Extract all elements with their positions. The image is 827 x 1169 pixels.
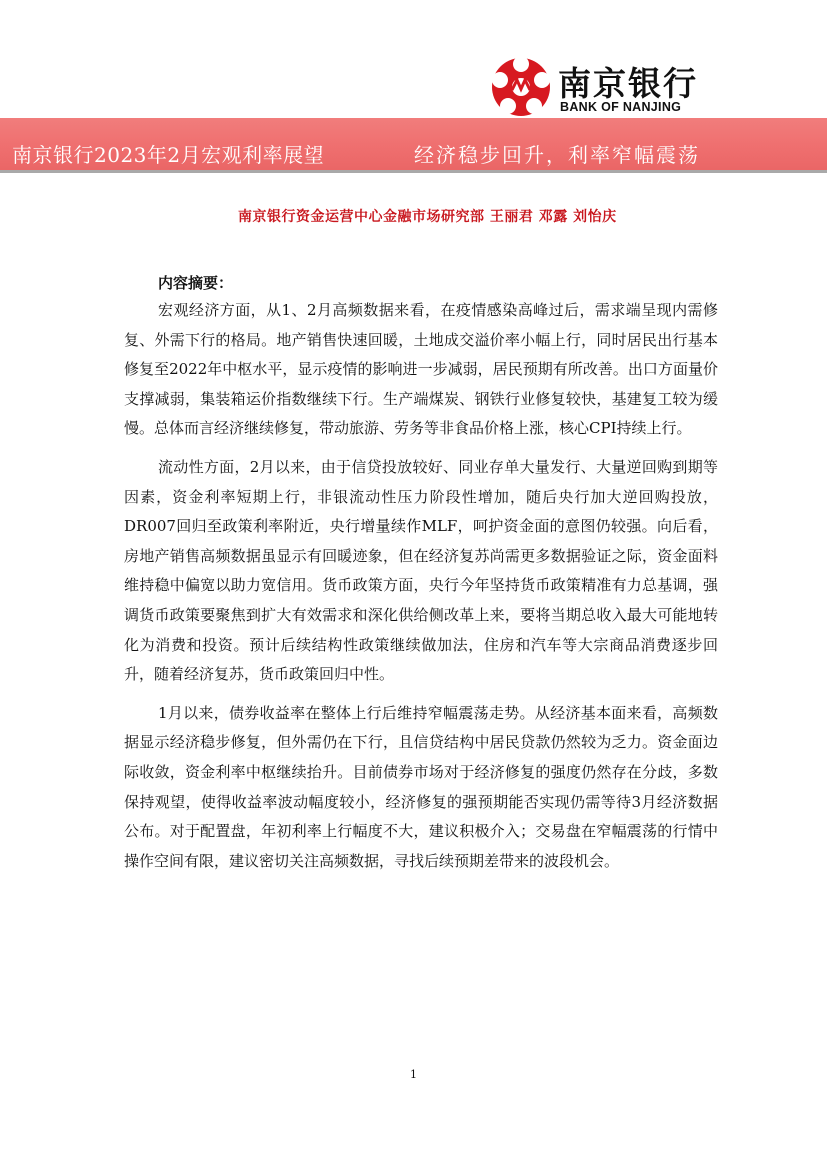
abstract-heading: 内容摘要： [158,274,234,292]
bank-logo [488,56,703,118]
logo-chinese-name: 南京银行 [558,64,698,103]
authors-line: 南京银行资金运营中心金融市场研究部 王丽君 邓露 刘怡庆 [238,209,617,225]
report-title: 南京银行2023年2月宏观利率展望 [12,143,325,167]
logo-english-name: BANK OF NANJING [560,100,682,114]
bank-of-nanjing-flower-icon [488,56,554,118]
page-number: 1 [410,1068,417,1081]
paragraph-liquidity: 流动性方面，2月以来，由于信贷投放较好、同业存单大量发行、大量逆回购到期等因素，资金利率短期上行，非银流动性压力阶段性增加，随后央行加大逆回购投放，DR007回归至政策利率附近，央行增量续作MLF，呵护资金面的意图仍较强。向后看，房地产销售高频数据虽显示有回暖迹象，但在经济复苏尚需更多数据验证之际，资金面料维持稳中偏宽以助力宽信用。货币政策方面，央行今年坚持货币政策精准有力总基调，强调货币政策要聚焦到扩大有效需求和深化供给侧改革上来，要将当期总收入最大可能地转化为消费和投资。预计后续结构性政策继续做加法，住房和汽车等大宗商品消费逐步回升，随着经济复苏，货币政策回归中性。 [124,457,718,684]
title-banner [0,118,827,173]
report-subtitle: 经济稳步回升，利率窄幅震荡 [414,143,700,167]
abstract-body [124,296,718,885]
paragraph-bond-market: 1月以来，债券收益率在整体上行后维持窄幅震荡走势。从经济基本面来看，高频数据显示经济稳步修复，但外需仍在下行，且信贷结构中居民贷款仍然较为乏力。资金面边际收敛，资金利率中枢继续抬升。目前债券市场对于经济修复的强度仍然存在分歧，多数保持观望，使得收益率波动幅度较小，经济修复的强预期能否实现仍需等待3月经济数据公布。对于配置盘，年初利率上行幅度不大，建议积极介入；交易盘在窄幅震荡的行情中操作空间有限，建议密切关注高频数据，寻找后续预期差带来的波段机会。 [124,703,718,870]
paragraph-macro-economy: 宏观经济方面，从1、2月高频数据来看，在疫情感染高峰过后，需求端呈现内需修复、外需下行的格局。地产销售快速回暖，土地成交溢价率小幅上行，同时居民出行基本修复至2022年中枢水平，显示疫情的影响进一步减弱，居民预期有所改善。出口方面量价支撑减弱，集装箱运价指数继续下行。生产端煤炭、钢铁行业修复较快，基建复工较为缓慢。总体而言经济继续修复，带动旅游、劳务等非食品价格上涨，核心CPI持续上行。 [124,301,718,438]
